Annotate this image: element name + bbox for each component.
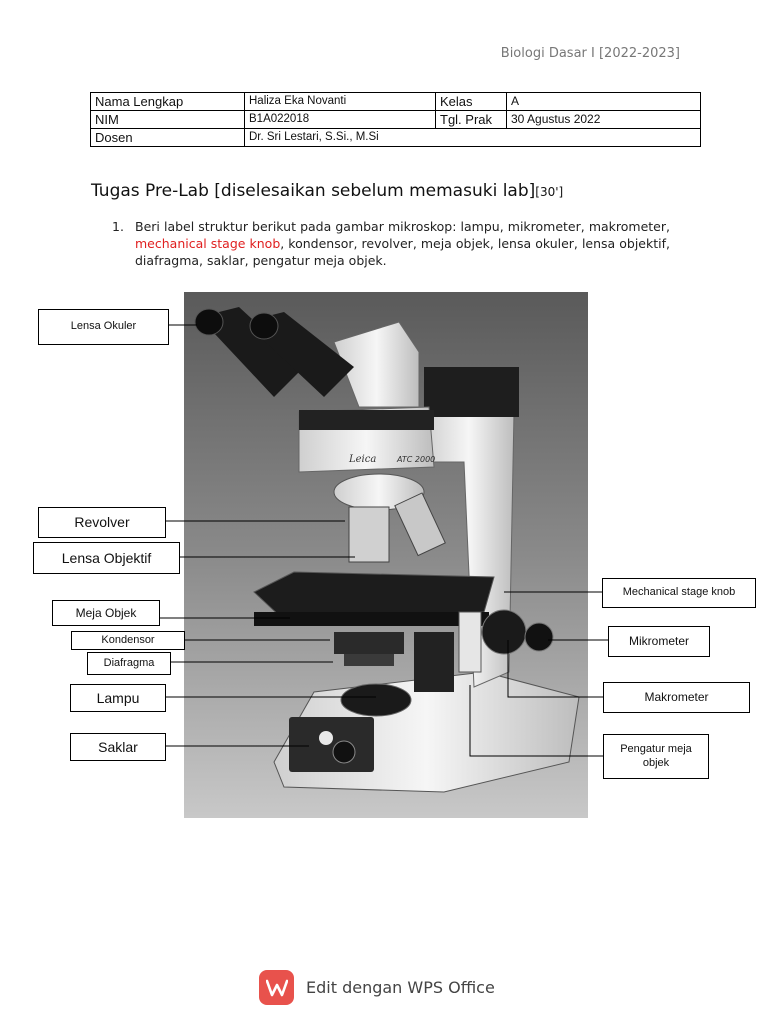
wps-edit-text[interactable]: Edit dengan WPS Office xyxy=(306,978,495,997)
label-nama: Nama Lengkap xyxy=(91,93,245,111)
label-kondensor: Kondensor xyxy=(71,631,185,650)
value-tgl-prak: 30 Agustus 2022 xyxy=(507,111,701,129)
label-saklar: Saklar xyxy=(70,733,166,761)
table-row xyxy=(91,111,701,129)
label-lensa-objektif: Lensa Objektif xyxy=(33,542,180,574)
label-tgl-prak: Tgl. Prak xyxy=(436,111,507,129)
section-title-text: Tugas Pre-Lab [diselesaikan sebelum memasuki lab] xyxy=(91,181,536,201)
wps-logo-icon xyxy=(259,970,294,1005)
table-row xyxy=(91,93,701,111)
section-time: [30'] xyxy=(535,185,564,199)
label-makrometer: Makrometer xyxy=(603,682,750,713)
label-lensa-okuler: Lensa Okuler xyxy=(38,309,169,345)
label-pengatur-meja-objek: Pengatur meja objek xyxy=(603,734,709,779)
brand-mark: Leica xyxy=(349,454,377,465)
table-row xyxy=(91,129,701,147)
value-dosen: Dr. Sri Lestari, S.Si., M.Si xyxy=(245,129,701,147)
label-lampu: Lampu xyxy=(70,684,166,712)
microscope-photo xyxy=(184,292,588,818)
task-item xyxy=(112,218,670,269)
task-text-highlight: mechanical stage knob xyxy=(135,236,281,251)
wps-edit-banner[interactable] xyxy=(259,970,495,1005)
value-nama: Haliza Eka Novanti xyxy=(245,93,436,111)
value-nim: B1A022018 xyxy=(245,111,436,129)
label-nim: NIM xyxy=(91,111,245,129)
label-revolver: Revolver xyxy=(38,507,166,538)
task-text-before: Beri label struktur berikut pada gambar mikroskop: lampu, mikrometer, makrometer, xyxy=(135,219,670,234)
model-mark: ATC 2000 xyxy=(397,455,436,464)
task-number: 1. xyxy=(112,219,124,234)
section-title xyxy=(91,181,563,201)
task-text-after: , kondensor, revolver, meja objek, lensa okuler, lensa objektif, diafragma, saklar, pengatur meja objek. xyxy=(135,236,670,268)
student-info-table xyxy=(90,92,701,147)
task-text xyxy=(135,218,670,269)
label-mechanical-stage-knob: Mechanical stage knob xyxy=(602,578,756,608)
label-kelas: Kelas xyxy=(436,93,507,111)
label-diafragma: Diafragma xyxy=(87,652,171,675)
label-meja-objek: Meja Objek xyxy=(52,600,160,626)
label-mikrometer: Mikrometer xyxy=(608,626,710,657)
value-kelas: A xyxy=(507,93,701,111)
course-header: Biologi Dasar I [2022-2023] xyxy=(500,46,680,61)
label-dosen: Dosen xyxy=(91,129,245,147)
